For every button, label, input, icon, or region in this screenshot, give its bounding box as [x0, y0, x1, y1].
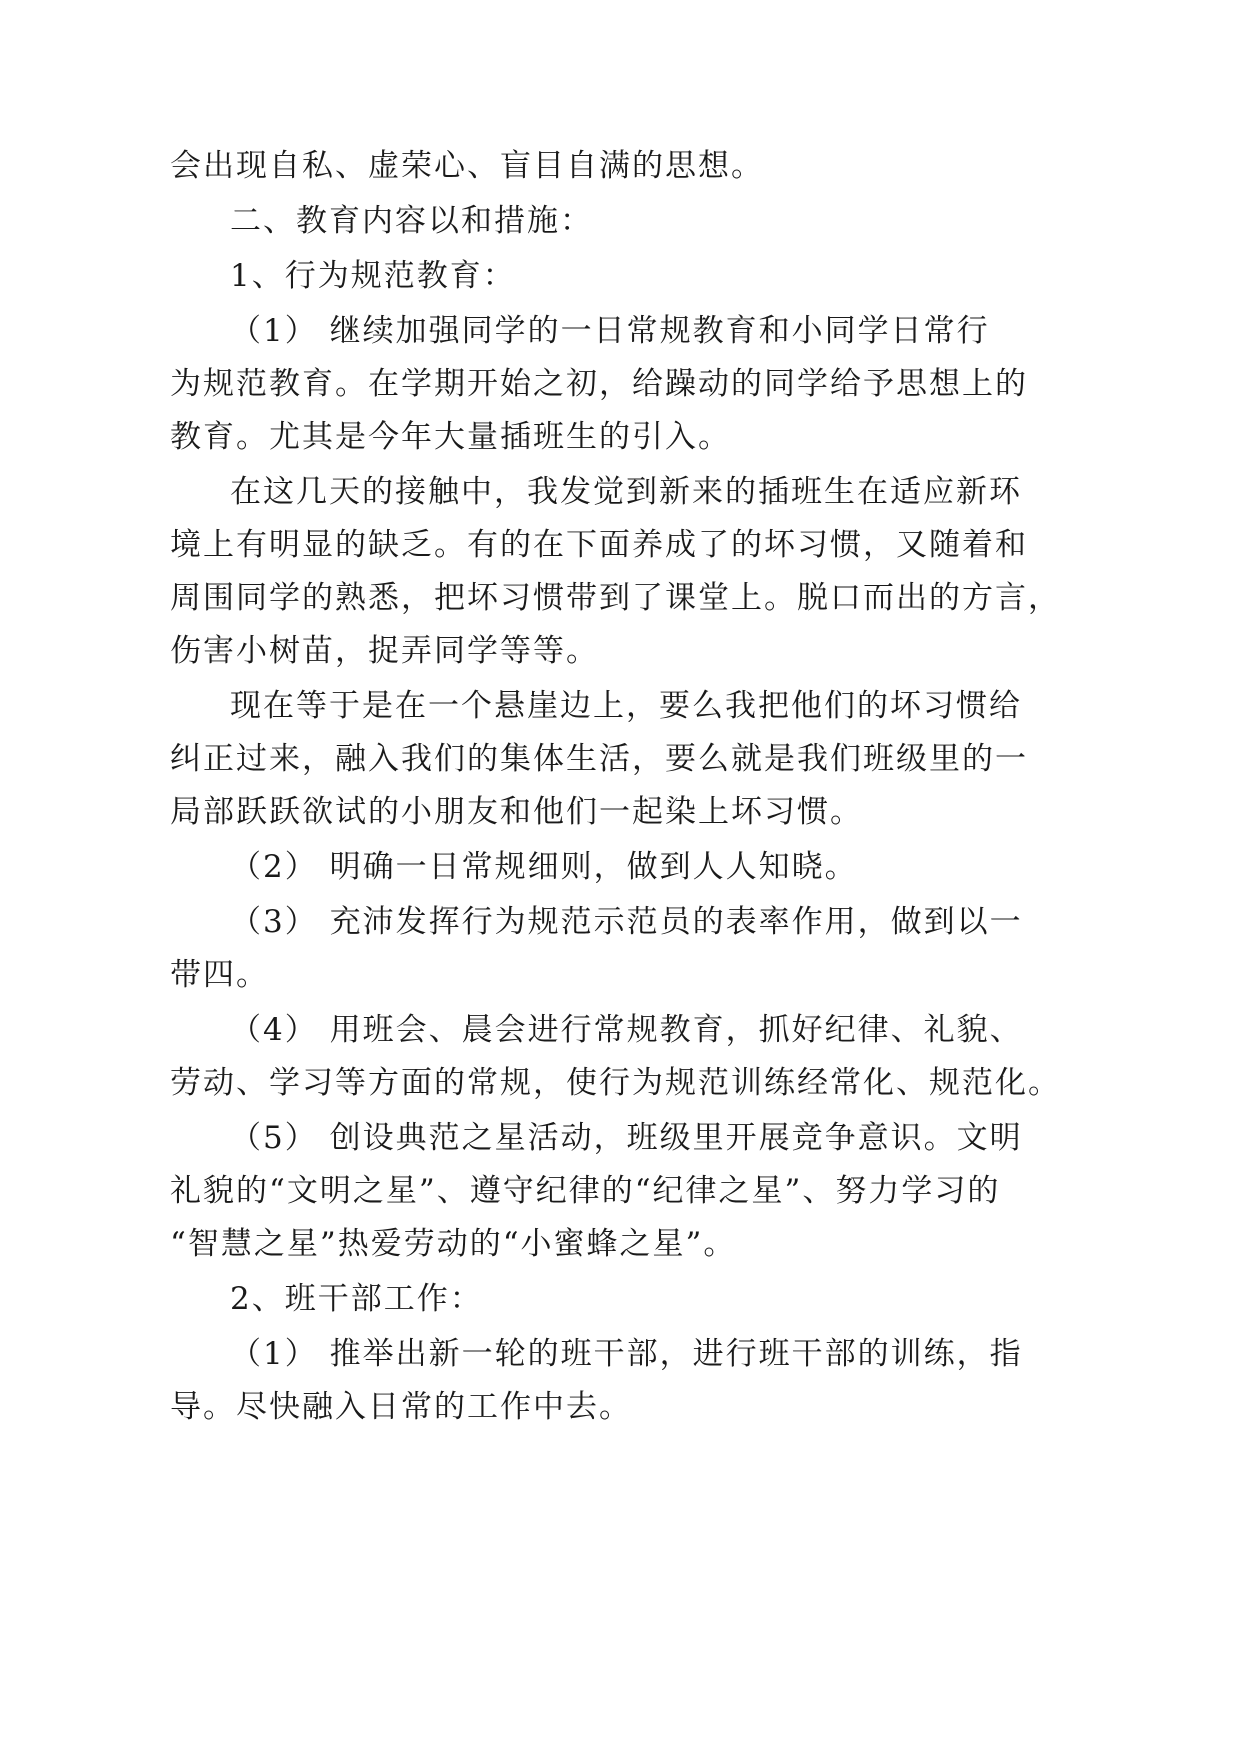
text-line: 局部跃跃欲试的小朋友和他们一起染上坏习惯。	[170, 794, 863, 830]
text-line: （4） 用班会、晨会进行常规教育，抓好纪律、礼貌、	[230, 1012, 1023, 1048]
text-line: （1） 继续加强同学的一日常规教育和小同学日常行	[230, 313, 990, 349]
text-line: “智慧之星”热爱劳动的“小蜜蜂之星”。	[170, 1226, 737, 1262]
text-line: 带四。	[170, 957, 269, 993]
text-line: 周围同学的熟悉，把坏习惯带到了课堂上。脱口而出的方言，	[170, 580, 1061, 616]
subsection-heading: 1、行为规范教育：	[230, 258, 516, 294]
text-line: 现在等于是在一个悬崖边上，要么我把他们的坏习惯给	[230, 688, 1022, 724]
text-line: （1） 推举出新一轮的班干部，进行班干部的训练，指	[230, 1336, 1023, 1372]
section-heading: 二、教育内容以和措施：	[230, 203, 593, 239]
text-line: 导。尽快融入日常的工作中去。	[170, 1389, 632, 1425]
text-line: 礼貌的“文明之星”、遵守纪律的“纪律之星”、努力学习的	[170, 1173, 1001, 1209]
text-line: 教育。尤其是今年大量插班生的引入。	[170, 419, 731, 455]
text-line: 伤害小树苗，捉弄同学等等。	[170, 633, 599, 669]
text-line: 在这几天的接触中，我发觉到新来的插班生在适应新环	[230, 474, 1022, 510]
text-line: 纠正过来，融入我们的集体生活，要么就是我们班级里的一	[170, 741, 1028, 777]
subsection-heading: 2、班干部工作：	[230, 1281, 483, 1317]
text-line: 境上有明显的缺乏。有的在下面养成了的坏习惯，又随着和	[170, 527, 1028, 563]
text-line: 劳动、学习等方面的常规，使行为规范训练经常化、规范化。	[170, 1065, 1061, 1101]
text-line: 会出现自私、虚荣心、盲目自满的思想。	[170, 148, 764, 184]
text-line: （2） 明确一日常规细则，做到人人知晓。	[230, 849, 858, 885]
text-line: （5） 创设典范之星活动，班级里开展竞争意识。文明	[230, 1120, 1023, 1156]
text-line: （3） 充沛发挥行为规范示范员的表率作用，做到以一	[230, 904, 1023, 940]
text-line: 为规范教育。在学期开始之初，给躁动的同学给予思想上的	[170, 366, 1028, 402]
